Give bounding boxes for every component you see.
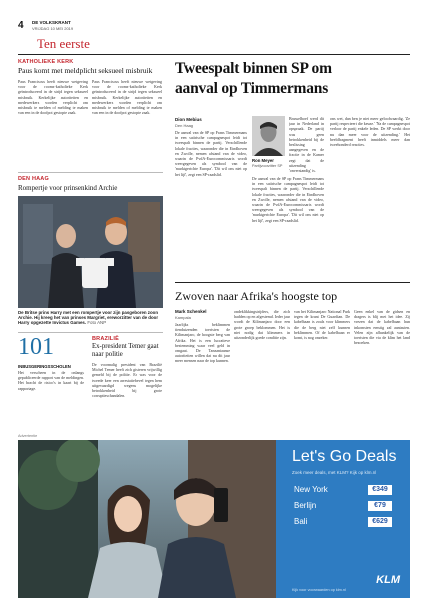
portrait-name: Ron Meyer (252, 158, 274, 163)
deal-city: New York (294, 485, 328, 494)
deal-price: €349 (368, 485, 392, 495)
deal-city: Berlijn (294, 501, 317, 510)
katholieke-kerk-label: KATHOLIEKE KERK (18, 59, 74, 65)
big-number-label: INBUSGERINGSSCHOLEN (18, 364, 71, 369)
deal-city: Bali (294, 517, 308, 526)
deals-title: Let's Go Deals (292, 448, 397, 465)
deal-row-berlijn[interactable] (292, 500, 392, 512)
advert-label: Advertentie (18, 434, 38, 438)
header-rule (18, 54, 410, 55)
paper-date: VRIJDAG 10 MEI 2019 (32, 26, 74, 31)
portrait-role: Partijvoorzitter SP (252, 164, 283, 168)
main-article-rule (175, 282, 410, 283)
ron-meyer-portrait (252, 116, 285, 156)
photo-figures (18, 196, 163, 308)
second-body-col2: ondeklikkingstrijders, die zich hadden op en afgestemd. Ieder jaar wordt de Kilimanjaro door een grote groep beklommen. Het is niet nodig dat klimmers in uitzonderlijk goede conditie zijn. (234, 309, 290, 341)
second-body-col4: Geen enkel van de gidsen en dragers is blij met het idee. Zij vrezen dat de kabelbaan hun inkomsten ernstig zal aantasten. Velen zijn afhankelijk van de toeristen die via de klim het land bezoeken. (354, 309, 410, 346)
paus-body-col2: Paus Franciscus heeft nieuwe wetgeving voor de rooms-katholieke Kerk geïntroduceerd in de strijd tegen seksueel misbruik. Kerkelijke autoriteiten en medewerkers worden verplicht om misbruik te melden of melding te maken van een in de doofpot gestopte zaak. (92, 79, 162, 116)
deal-price: €79 (368, 501, 392, 511)
temer-body: De voormalig president van Brazilië Michel Temer heeft zich gisteren vrijwillig gemeld bij de politie. Er was voor de tweede keer een arrestatiebevel tegen hem uitgevaardigd wegens mogelijke betrokkenheid bij grote corruptieschandalen. (92, 362, 162, 399)
portrait-figure (252, 116, 285, 156)
deal-row-new-york[interactable] (292, 484, 392, 496)
main-body-col2-lower: De aanval van de SP op Frans Timmermans in een satirische campagnespot leidt tot tweespalt binnen de partij. Verschillende lokale fracties, waaronder die in Eindhoven en Zwolle, nemen afstand van de video, waarin de PvdA-Eurocommissaris wordt weergegeven als symbool van de 'marktgerichte Europa'. 'Dit wil ons niet op het lijf', zegt een SP-raadslid. (252, 176, 324, 223)
big-number: 101 (18, 334, 54, 360)
deals-list (292, 484, 392, 536)
deals-subtitle: Zoek meer deals, met KLM? Kijk op klm.nl (292, 470, 377, 475)
second-headline: Zwoven naar Afrika's hoogste top (175, 289, 338, 303)
main-headline-line2: aanval op Timmermans (175, 80, 329, 97)
main-place: Den Haag (175, 123, 194, 128)
photo-caption-text: De Britse prins Harry met een rompertje voor zijn pasgeboren zoon Archie. Hij kreeg het van prinses Margriet, ereworzitter van de door Harry opgezette Invictus Games. (18, 310, 159, 326)
bottom-left-divider (18, 332, 163, 333)
main-body-col2-upper: Brusselboef werd dit jaar in Nederland in opspraak. De partij was geen betrokkenheid bij de beslissing aangegeven en de fractie in de Kamer zegt dat de uitzending 'onverstandig' is. (289, 116, 324, 174)
main-headline-line1: Tweespalt binnen SP om (175, 60, 332, 77)
main-author: Dion Mebius (175, 117, 202, 122)
page-number: 4 (18, 20, 24, 31)
photo-caption (18, 310, 163, 326)
den-haag-label: DEN HAAG (18, 176, 49, 182)
second-body-col3: van het Kilimanjaro National Park tegen de krant De Guardian. De kabelbaan is zoals voor klimmers die de berg niet zelf kunnen beklimmen. Of de kabelbaan er komt, is nog onzeker. (294, 309, 350, 341)
second-body-col1: Jaarlijks beklimmen tienduizenden toeristen de Kilimanjaro, de hoogste berg van Afrika. Het is een lucratieve bestemming waar veel geld in omgaat. De Tanzaniaanse autoriteiten willen dat nu dit jaar meer mensen naar de top kunnen. (175, 322, 230, 364)
paus-headline: Paus komt met meldplicht seksueel misbruik (18, 66, 153, 75)
deals-footnote: Kijk voor voorwaarden op klm.nl (292, 588, 346, 592)
rompertje-headline: Rompertje voor prinsenkind Archie (18, 184, 118, 192)
klm-logo: KLM (376, 574, 400, 586)
paper-name: DE VOLKSKRANT (32, 20, 71, 25)
brazilie-label: BRAZILIË (92, 336, 119, 342)
left-divider-1 (18, 172, 163, 173)
second-place: Kampala (175, 315, 191, 320)
deal-price: €629 (368, 517, 392, 527)
section-title: Ten eerste (37, 36, 90, 51)
second-author: Mark Schenkel (175, 309, 207, 314)
main-body-col1: De aanval van de SP op Frans Timmermans in een satirische campagnespot leidt tot tweespalt binnen de partij. Verschillende lokale fracties, waaronder die in Eindhoven en Zwolle, nemen afstand van de video, waarin de PvdA-Eurocommissaris wordt weergegeven als symbool van de 'marktgerichte Europa'. 'Dit wil ons niet op het lijf', zegt een SP-raadslid. (175, 130, 247, 177)
deals-panel[interactable] (276, 440, 410, 598)
photo-credit: Foto ANP (87, 320, 107, 326)
deal-row-bali[interactable] (292, 516, 392, 528)
klm-advert[interactable] (18, 440, 410, 598)
main-body-col3: ons wet, dan ben je niet meer geloofwaardig. 'Ze partij respecteert die keuze.' 'Na de campagnespot verloor de partij enkele leden. De SP werkt door nu dan meer voor de uitzending.' Het beeldfragment heeft inmiddels meer dan tweehonderd reacties. (330, 116, 410, 148)
harry-photo (18, 196, 163, 308)
temer-headline: Ex-president Temer gaat naar politie (92, 343, 159, 358)
big-number-body: Het verscheen in de onlangs gepubliceerde rapport van de meldingen. Het bracht de risico's in kaart bij de rapportage. (18, 370, 84, 391)
paus-body-col1: Paus Franciscus heeft nieuwe wetgeving voor de rooms-katholieke Kerk geïntroduceerd in de strijd tegen seksueel misbruik. Kerkelijke autoriteiten en medewerkers worden verplicht om misbruik te melden of melding te maken van een in de doofpot gestopte zaak. (18, 79, 88, 116)
